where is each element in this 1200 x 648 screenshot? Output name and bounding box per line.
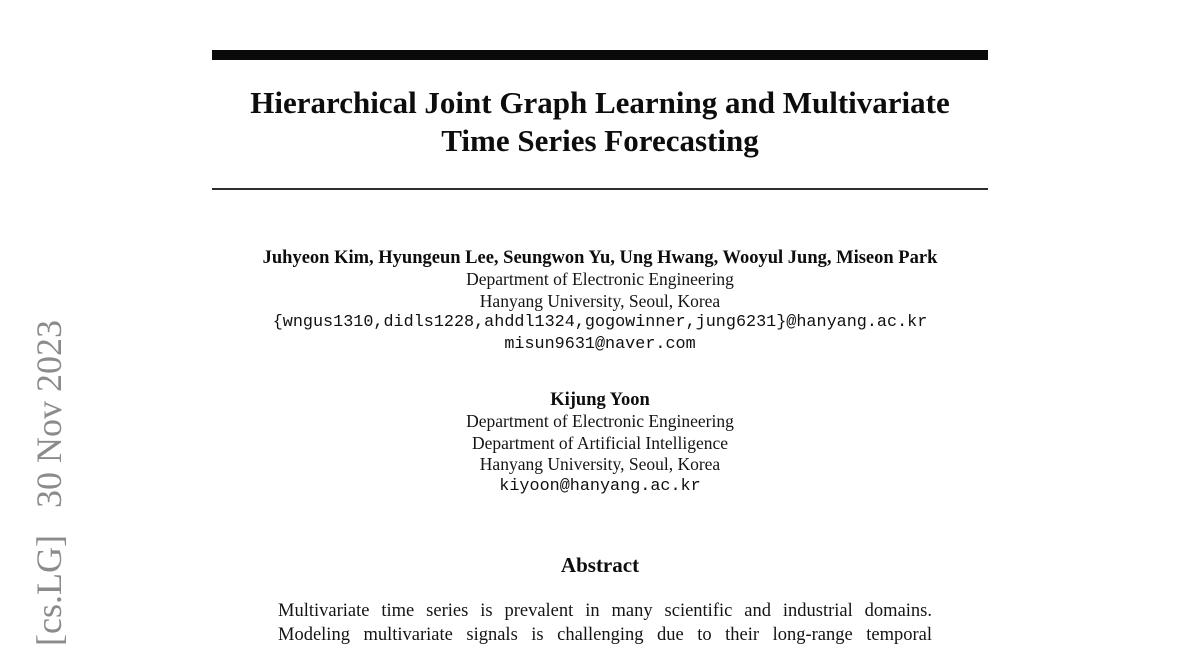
title-rule-top bbox=[212, 50, 988, 60]
advisor-email: kiyoon@hanyang.ac.kr bbox=[499, 476, 701, 496]
abstract-line-2: Modeling multivariate signals is challenging due to their long-range temporal bbox=[278, 624, 932, 645]
advisor-affiliation-ai: Department of Artificial Intelligence bbox=[471, 432, 729, 453]
advisor-affiliation-electronic: Department of Electronic Engineering bbox=[466, 411, 734, 431]
abstract-text bbox=[278, 600, 932, 647]
advisor-affiliation-university: Hanyang University, Seoul, Korea bbox=[479, 454, 721, 474]
abstract-heading: Abstract bbox=[560, 553, 640, 577]
paper-title-line-2: Time Series Forecasting bbox=[441, 123, 759, 158]
title-rule-bottom bbox=[212, 188, 988, 190]
author-block-advisor bbox=[212, 389, 988, 497]
author-emails-hanyang: {wngus1310,didls1228,ahddl1324,gogowinner,jung6231}@hanyang.ac.kr bbox=[272, 313, 928, 332]
arxiv-category-date-stamp: [cs.LG] 30 Nov 2023 bbox=[29, 320, 69, 646]
author-affiliation-department: Department of Electronic Engineering bbox=[466, 269, 734, 289]
paper-title-line-1: Hierarchical Joint Graph Learning and Multivariate bbox=[250, 85, 950, 120]
author-names: Juhyeon Kim, Hyungeun Lee, Seungwon Yu, Ung Hwang, Wooyul Jung, Miseon Park bbox=[262, 248, 938, 268]
paper-title bbox=[212, 84, 988, 160]
author-block-students bbox=[212, 247, 988, 355]
author-affiliation-university: Hanyang University, Seoul, Korea bbox=[479, 290, 721, 311]
author-email-naver: misun9631@naver.com bbox=[504, 334, 696, 354]
abstract-line-1: Multivariate time series is prevalent in many scientific and industrial domains. bbox=[278, 601, 932, 621]
paper-content-column bbox=[212, 0, 988, 648]
advisor-name: Kijung Yoon bbox=[550, 390, 650, 410]
